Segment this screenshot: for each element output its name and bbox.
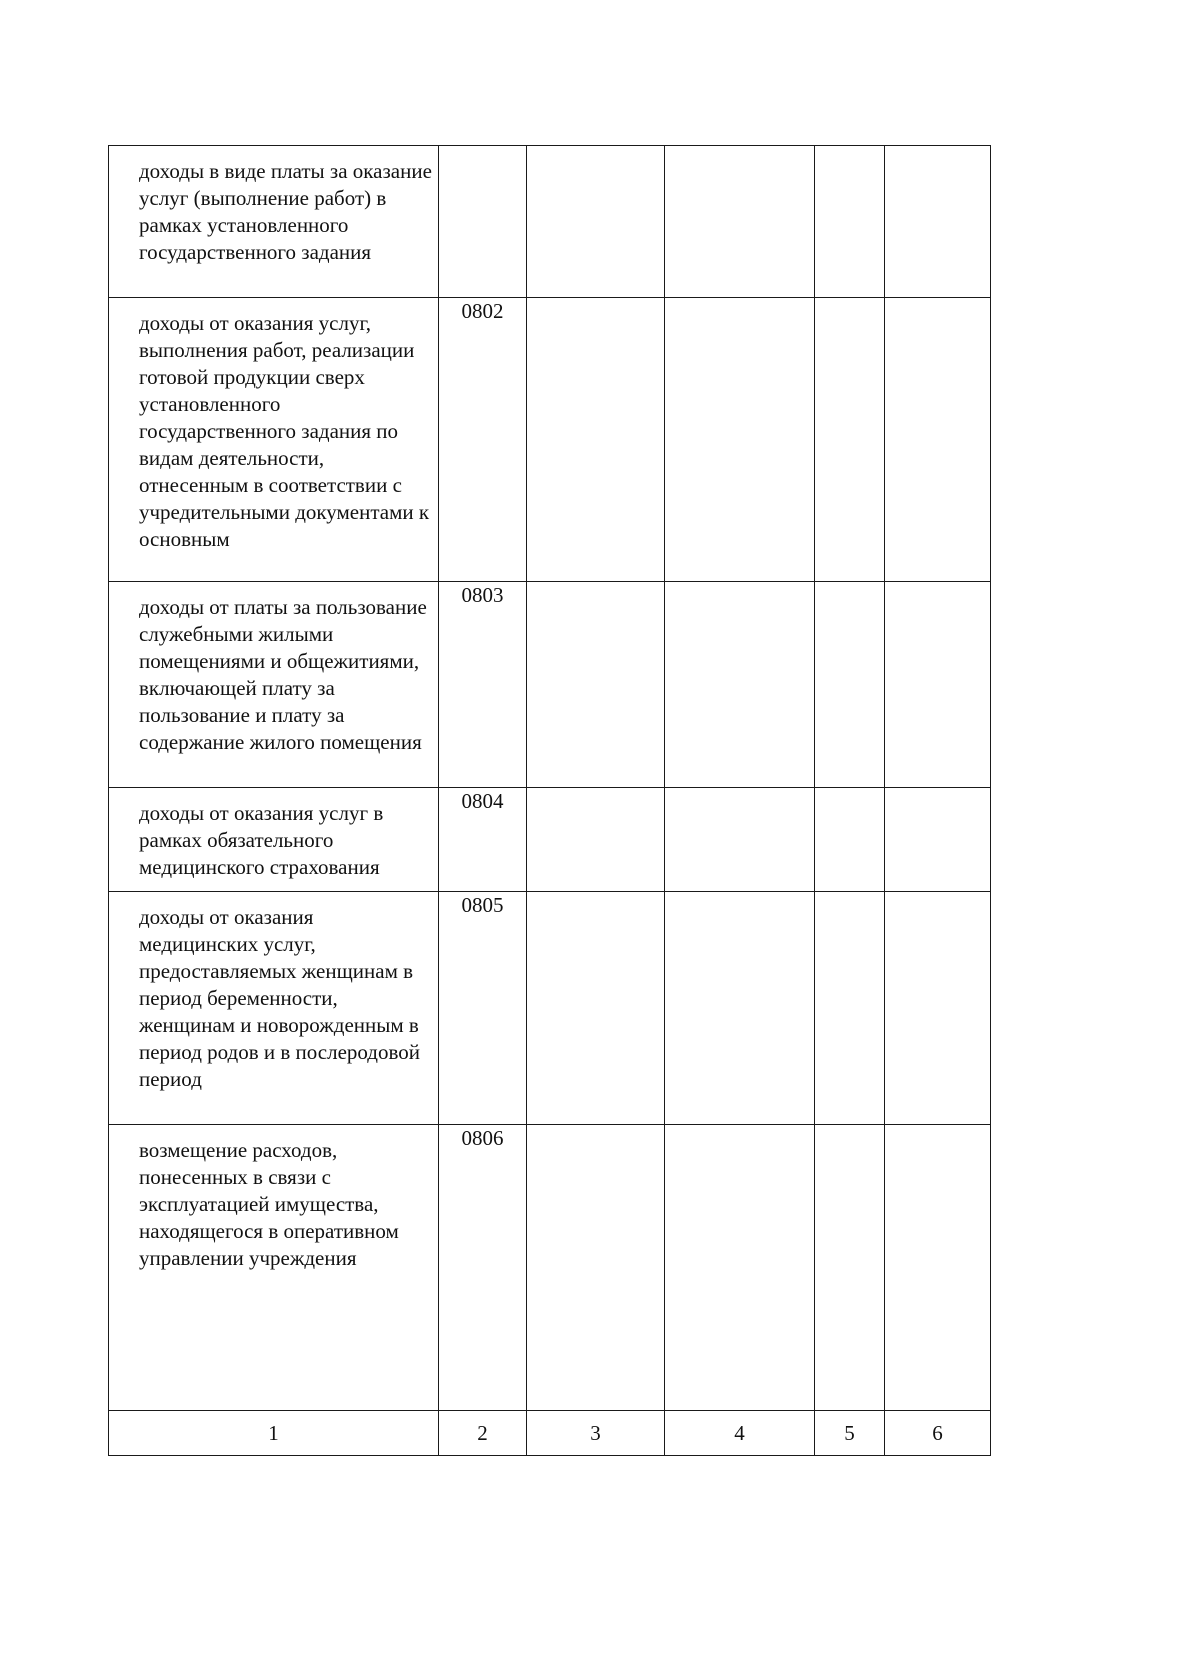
value-cell [527,146,665,298]
column-number: 3 [527,1411,665,1456]
value-cell [885,146,991,298]
table-row [109,298,991,582]
table-row [109,892,991,1125]
value-cell [885,1125,991,1411]
value-cell [665,582,815,788]
row-code: 0804 [439,788,527,892]
row-description: возмещение расходов, понесенных в связи с эксплуатацией имущества, находящегося в оперативном управлении учреждения [139,1138,399,1270]
row-description: доходы от оказания услуг, выполнения работ, реализации готовой продукции сверх установленного государственного задания по видам деятельности, отнесенным в соответствии с учредительными документами к основным [139,311,430,551]
value-cell [815,298,885,582]
value-cell [815,892,885,1125]
row-description-cell [109,788,439,892]
row-description: доходы от платы за пользование служебными жилыми помещениями и общежитиями, включающей плату за пользование и плату за содержание жилого помещения [139,595,427,754]
row-description-cell [109,892,439,1125]
value-cell [665,298,815,582]
column-number: 1 [109,1411,439,1456]
value-cell [527,1125,665,1411]
row-description-cell [109,582,439,788]
value-cell [527,788,665,892]
row-code: 0803 [439,582,527,788]
table-row [109,582,991,788]
row-description-cell [109,146,439,298]
value-cell [815,788,885,892]
table-row [109,146,991,298]
row-code: 0805 [439,892,527,1125]
income-table [108,145,991,1456]
value-cell [885,582,991,788]
row-description-cell [109,1125,439,1411]
row-code [439,146,527,298]
value-cell [527,298,665,582]
value-cell [665,1125,815,1411]
value-cell [815,146,885,298]
column-number-row [109,1411,991,1456]
column-number: 6 [885,1411,991,1456]
row-code: 0806 [439,1125,527,1411]
value-cell [665,892,815,1125]
column-number: 2 [439,1411,527,1456]
value-cell [885,788,991,892]
value-cell [815,1125,885,1411]
value-cell [815,582,885,788]
value-cell [885,892,991,1125]
value-cell [665,788,815,892]
value-cell [665,146,815,298]
row-description: доходы в виде платы за оказание услуг (выполнение работ) в рамках установленного государственного задания [139,159,432,264]
row-code: 0802 [439,298,527,582]
table-row [109,1125,991,1411]
column-number: 4 [665,1411,815,1456]
value-cell [885,298,991,582]
value-cell [527,582,665,788]
row-description: доходы от оказания медицинских услуг, предоставляемых женщинам в период беременности, женщинам и новорожденным в период родов и в послеродовой период [139,905,420,1091]
value-cell [527,892,665,1125]
table-row [109,788,991,892]
column-number: 5 [815,1411,885,1456]
row-description: доходы от оказания услуг в рамках обязательного медицинского страхования [139,801,384,879]
row-description-cell [109,298,439,582]
